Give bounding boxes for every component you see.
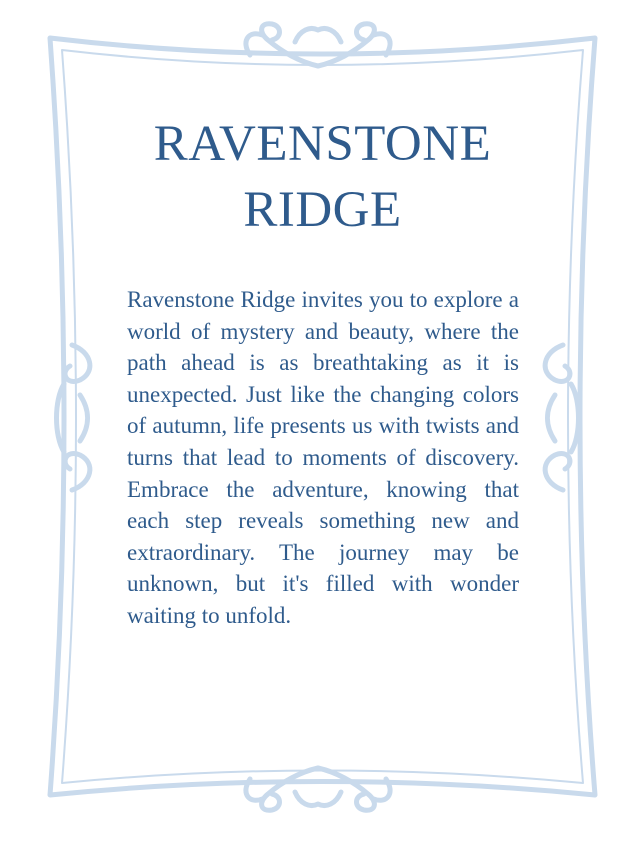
page-title-line-2: RIDGE <box>243 182 402 238</box>
page-title-line-1: RAVENSTONE <box>153 116 492 172</box>
frame-right-ornament <box>545 345 578 490</box>
body-paragraph: Ravenstone Ridge invites you to explore a world of mystery and beauty, where the path ahead is as breathtaking as it is unexpected. Just like the changing colors of autumn, life presents us with twists and turns that lead to moments of discovery. Embrace the adventure, knowing that each step reveals something new and extraordinary. The journey may be unknown, but it's filled with wonder waiting to unfold. <box>127 287 519 628</box>
frame-bottom-ornament <box>246 768 390 810</box>
frame-top-ornament <box>246 24 390 66</box>
